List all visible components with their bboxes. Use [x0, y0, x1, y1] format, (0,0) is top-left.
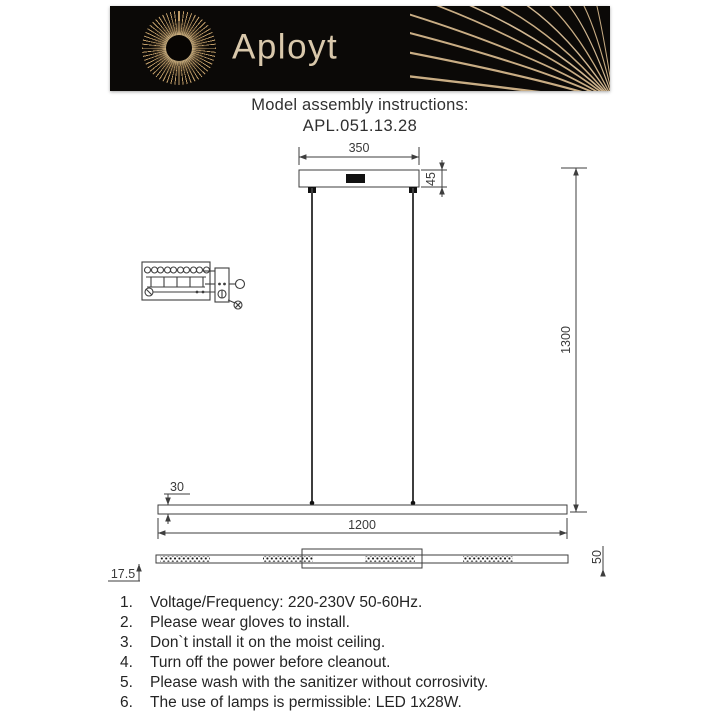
canopy-height-label: 45: [424, 172, 438, 186]
light-bar-bottom-view: [156, 549, 568, 568]
led-strip-3: [365, 556, 415, 561]
sunburst-logo-icon: [142, 11, 216, 85]
item-text: Please wear gloves to install.: [150, 614, 350, 632]
dim-profile-depth: [108, 564, 140, 581]
item-number: 4.: [120, 654, 133, 672]
model-number: APL.051.13.28: [302, 117, 418, 135]
profile-height-label: 50: [590, 550, 604, 564]
suspension-rods: [310, 188, 416, 505]
fan-rays-icon: [410, 6, 610, 91]
bar-length-label: 1200: [348, 518, 376, 532]
led-strip-2: [263, 556, 313, 561]
title-block: [0, 95, 720, 137]
drop-height-label: 1300: [559, 326, 573, 354]
terminal-block-contacts: [145, 267, 210, 273]
list-item: [120, 673, 650, 693]
item-text: Turn off the power before cleanout.: [150, 654, 391, 672]
item-text: The use of lamps is permissible: LED 1x28W.: [150, 694, 462, 712]
list-item: [120, 633, 650, 653]
brand-banner: [110, 6, 610, 91]
led-strip-4: [463, 556, 513, 561]
dim-bar-thickness: [164, 480, 190, 524]
wiring-diagram: [142, 262, 245, 309]
item-text: Don`t install it on the moist ceiling.: [150, 634, 386, 652]
item-text: Voltage/Frequency: 220-230V 50-60Hz.: [150, 594, 423, 611]
dim-canopy-width: [299, 141, 419, 165]
dim-canopy-height: [421, 160, 447, 197]
dim-drop-height: [559, 168, 587, 512]
item-number: 2.: [120, 614, 133, 632]
item-number: 3.: [120, 634, 133, 652]
list-item: [120, 613, 650, 633]
bar-thickness-label: 30: [170, 480, 184, 494]
instructions-list: [120, 593, 650, 714]
item-number: 1.: [120, 594, 133, 611]
dim-profile-height: [590, 546, 604, 576]
assembly-diagram: [0, 140, 720, 592]
ceiling-canopy: [299, 170, 419, 193]
profile-depth-label: 17.5: [110, 567, 136, 581]
list-item: [120, 693, 650, 713]
item-number: 5.: [120, 674, 133, 692]
brand-logotype: Aployt: [232, 26, 339, 66]
light-bar-side-view: [158, 505, 567, 514]
canopy-width-label: 350: [348, 141, 370, 155]
led-strip-1: [160, 556, 210, 561]
list-item: [120, 653, 650, 673]
item-text: Please wash with the sanitizer without corrosivity.: [150, 674, 489, 692]
page-title: Model assembly instructions:: [251, 96, 469, 114]
item-number: 6.: [120, 694, 133, 712]
dim-bar-length: [158, 518, 567, 539]
list-item: [120, 593, 650, 613]
